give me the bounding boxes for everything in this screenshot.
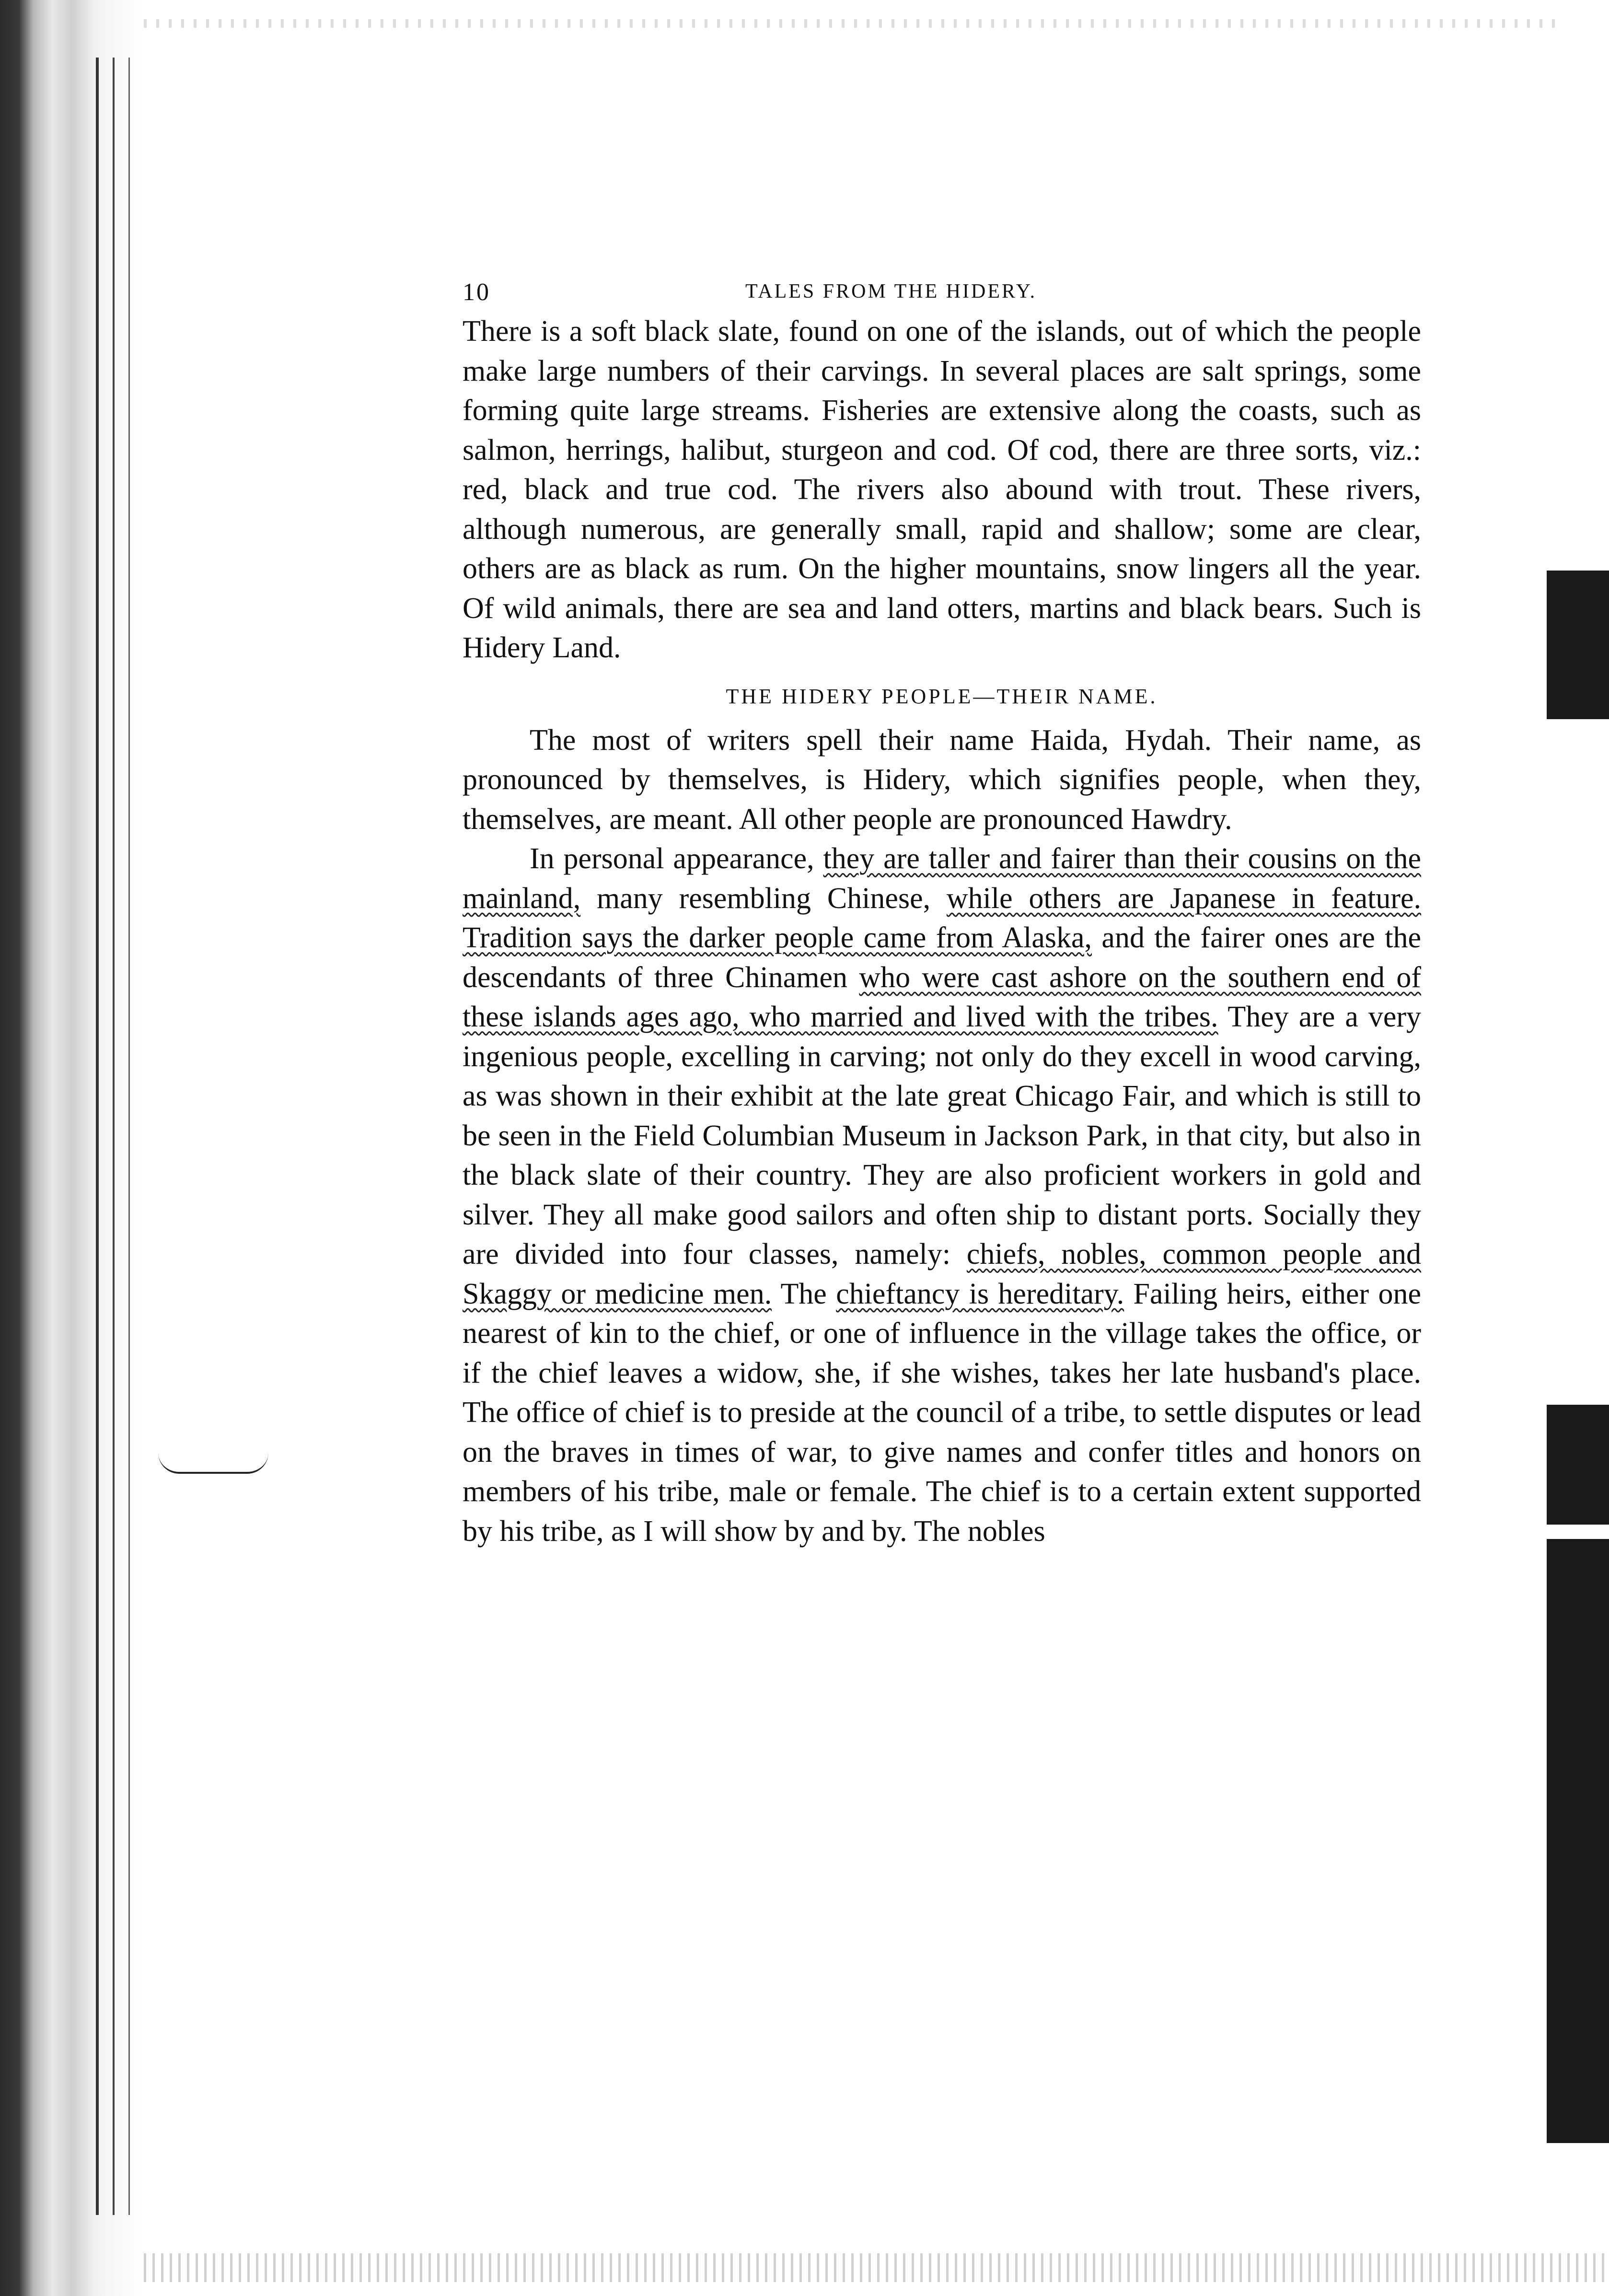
text-run: many resembling Chinese, xyxy=(580,882,947,915)
scan-noise-bottom xyxy=(144,2253,1606,2282)
paragraph-appearance xyxy=(463,839,1421,1551)
edge-tab-mark xyxy=(1547,1405,1609,1525)
edge-tab-mark xyxy=(1547,571,1609,719)
pencil-margin-mark xyxy=(158,1453,268,1474)
paragraph-name: The most of writers spell their name Haida, Hydah. Their name, as pronounced by themselves, is Hidery, which signifies people, when they, themselves, are meant. All other people are pronounced Hawdry. xyxy=(463,723,1421,836)
pencil-underlined-text: while others are Japanese in feature. xyxy=(946,882,1421,915)
page-number: 10 xyxy=(463,279,490,306)
running-title: TALES FROM THE HIDERY. xyxy=(745,280,1037,303)
pencil-underlined-text: chiefs, nobles, common people and Skaggy or medicine men. xyxy=(463,1238,1421,1310)
pencil-underlined-text: who were cast ashore on the southern end of these islands ages ago, who married and lived with the tribes. xyxy=(463,961,1421,1033)
scan-binding-line xyxy=(96,58,99,2215)
section-heading: THE HIDERY PEOPLE—THEIR NAME. xyxy=(726,684,1158,708)
book-page xyxy=(463,273,1421,1551)
pencil-underlined-text: they are taller and fairer than their cousins on the mainland, xyxy=(463,842,1421,915)
text-run: They are a very ingenious people, excelling in carving; not only do they excell in wood carving, as was shown in their exhibit at the late great Chicago Fair, and which is still to be seen in the Field Columbian Museum in Jackson Park, in that city, but also in the black slate of their country. They are also proficient workers in gold and silver. They all make good sailors and often ship to distant ports. Socially they are divided into four classes, namely: xyxy=(463,1001,1421,1270)
text-run: In personal appearance, xyxy=(530,842,823,875)
running-head xyxy=(463,273,1421,312)
pencil-underlined-text: chieftancy is hereditary. xyxy=(836,1277,1124,1310)
edge-tab-mark xyxy=(1547,1539,1609,2143)
scan-binding-edge xyxy=(0,0,144,2296)
text-run: Failing heirs, either one nearest of kin to the chief, or one of influence in the village takes the office, or if the chief leaves a widow, she, if she wishes, takes her late husband's place. The office of chief is to preside at the council of a tribe, to settle disputes or lead on the braves in times of war, to give names and confer titles and honors on members of his tribe, male or female. The chief is to a certain extent supported by his tribe, as I will show by and by. The nobles xyxy=(463,1277,1421,1548)
text-run: The xyxy=(772,1277,836,1310)
paragraph-hidery-land: There is a soft black slate, found on one of the islands, out of which the people make large numbers of their carvings. In several places are salt springs, some forming quite large streams. Fisheries are extensive along the coasts, such as salmon, herrings, halibut, sturgeon and cod. Of cod, there are three sorts, viz.: red, black and true cod. The rivers also abound with trout. These rivers, although numerous, are generally small, rapid and shallow; some are clear, others are as black as rum. On the higher mountains, snow lingers all the year. Of wild animals, there are sea and land otters, martins and black bears. Such is Hidery Land. xyxy=(463,315,1421,664)
scan-binding-line xyxy=(113,58,115,2215)
pencil-underlined-text: Tradition says the darker people came from Alaska, xyxy=(463,921,1092,954)
text-run: and the fairer ones are the descendants of three Chinamen xyxy=(463,921,1421,994)
scan-noise-top xyxy=(144,19,1558,28)
scan-binding-line xyxy=(128,58,130,2215)
